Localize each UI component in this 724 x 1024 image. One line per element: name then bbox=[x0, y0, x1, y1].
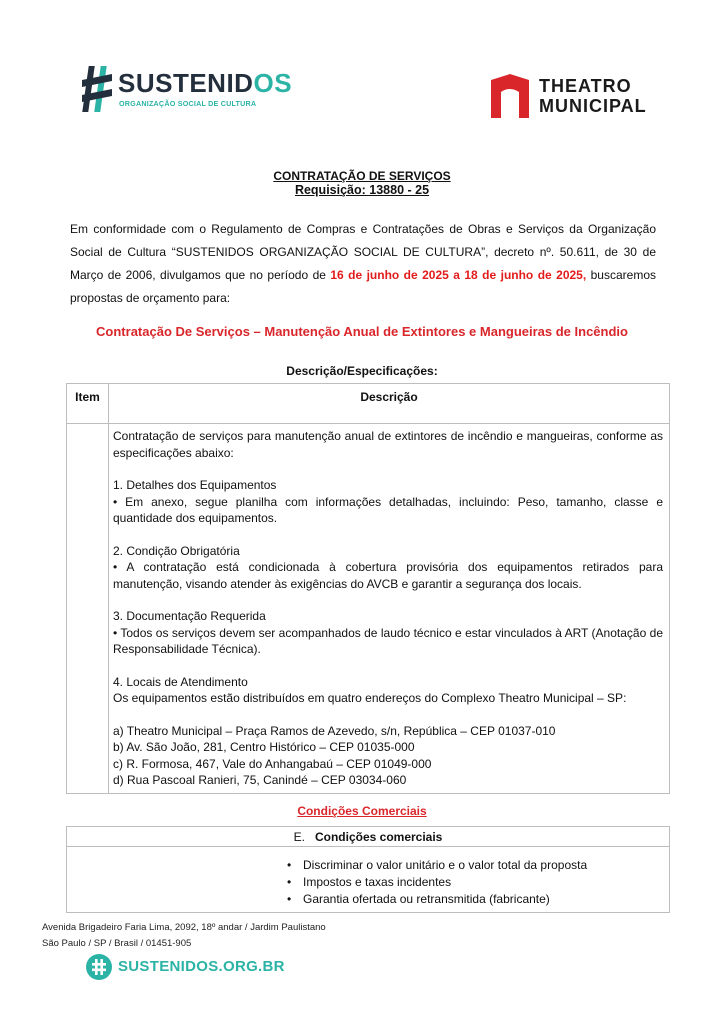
address-item: b) Av. São João, 281, Centro Histórico – CEP 01035-000 bbox=[113, 740, 415, 754]
conditions-title: Condições Comerciais bbox=[297, 804, 427, 818]
section-body: • Em anexo, segue planilha com informações detalhadas, incluindo: Peso, tamanho, classe e quantidade dos equipamentos. bbox=[113, 494, 663, 525]
spec-intro: Contratação de serviços para manutenção anual de extintores de incêndio e mangueiras, conforme as especificações abaixo: bbox=[113, 429, 663, 460]
conditions-table bbox=[66, 826, 670, 913]
address-item: a) Theatro Municipal – Praça Ramos de Azevedo, s/n, República – CEP 01037-010 bbox=[113, 723, 556, 738]
section-body: • Todos os serviços devem ser acompanhados de laudo técnico e estar vinculados à ART (Anotação de Responsabilidade Técnica). bbox=[113, 625, 663, 656]
footer-address-line2: São Paulo / SP / Brasil / 01451-905 bbox=[42, 938, 192, 949]
conditions-body bbox=[67, 847, 670, 913]
sustenidos-logo bbox=[80, 64, 293, 120]
item-cell bbox=[67, 424, 109, 794]
hash-icon bbox=[80, 64, 114, 114]
conditions-letter: E. bbox=[293, 830, 305, 844]
hash-circle-icon bbox=[86, 954, 112, 980]
section-heading: 1. Detalhes dos Equipamentos bbox=[113, 478, 277, 492]
conditions-header bbox=[67, 827, 670, 847]
theatre-arch-icon bbox=[489, 74, 531, 118]
header-item: Item bbox=[67, 384, 109, 424]
sustenidos-logo-name: SUSTENIDOS bbox=[118, 68, 293, 98]
intro-paragraph: Em conformidade com o Regulamento de Compras e Contratações de Obras e Serviços da Organização Social de Cultura “SUSTENIDOS ORGANIZAÇÃO SOCIAL DE CULTURA”, decreto nº. 50.611, de 30 de Março de 2006, divulgamos que no período de 16 de junho de 2025 a 18 de junho de 2025, buscaremos propostas de orçamento para: bbox=[70, 222, 656, 305]
intro-period: 16 de junho de 2025 a 18 de junho de 2025, bbox=[330, 268, 587, 282]
spec-table bbox=[66, 383, 670, 794]
service-subject: Contratação De Serviços – Manutenção Anual de Extintores e Mangueiras de Incêndio bbox=[96, 324, 628, 339]
section-body: • A contratação está condicionada à cobertura provisória dos equipamentos retirados para manutenção, visando atender às exigências do AVCB e garantir a segurança dos locais. bbox=[113, 560, 663, 591]
section-heading: 2. Condição Obrigatória bbox=[113, 543, 240, 558]
spec-title: Descrição/Especificações: bbox=[286, 364, 438, 378]
requisicao-number: Requisição: 13880 - 25 bbox=[294, 183, 430, 197]
footer-address-line1: Avenida Brigadeiro Faria Lima, 2092, 18º andar / Jardim Paulistano bbox=[42, 922, 326, 933]
footer-url[interactable]: SUSTENIDOS.ORG.BR bbox=[118, 958, 285, 975]
theatro-logo-line1: THEATRO bbox=[539, 76, 632, 96]
list-item: • Impostos e taxas incidentes bbox=[287, 874, 669, 891]
sustenidos-logo-tagline: ORGANIZAÇÃO SOCIAL DE CULTURA bbox=[119, 99, 257, 108]
header-descricao: Descrição bbox=[109, 384, 670, 424]
conditions-list bbox=[287, 857, 669, 908]
section-heading: 3. Documentação Requerida bbox=[113, 609, 266, 623]
section-heading: 4. Locais de Atendimento bbox=[113, 674, 248, 689]
document-title: CONTRATAÇÃO DE SERVIÇOS bbox=[273, 169, 451, 183]
theatro-logo-line2: MUNICIPAL bbox=[539, 96, 647, 116]
theatro-municipal-logo bbox=[489, 72, 659, 122]
conditions-heading: Condições comerciais bbox=[314, 830, 443, 844]
address-item: d) Rua Pascoal Ranieri, 75, Canindé – CEP 03034-060 bbox=[113, 773, 407, 787]
list-item: • Discriminar o valor unitário e o valor total da proposta bbox=[287, 857, 669, 874]
description-cell bbox=[109, 424, 670, 794]
address-item: c) R. Formosa, 467, Vale do Anhangabaú – CEP 01049-000 bbox=[113, 756, 432, 771]
footer-address bbox=[42, 920, 326, 952]
section-body: Os equipamentos estão distribuídos em quatro endereços do Complexo Theatro Municipal – SP: bbox=[113, 691, 627, 705]
list-item: • Garantia ofertada ou retransmitida (fabricante) bbox=[287, 891, 669, 908]
